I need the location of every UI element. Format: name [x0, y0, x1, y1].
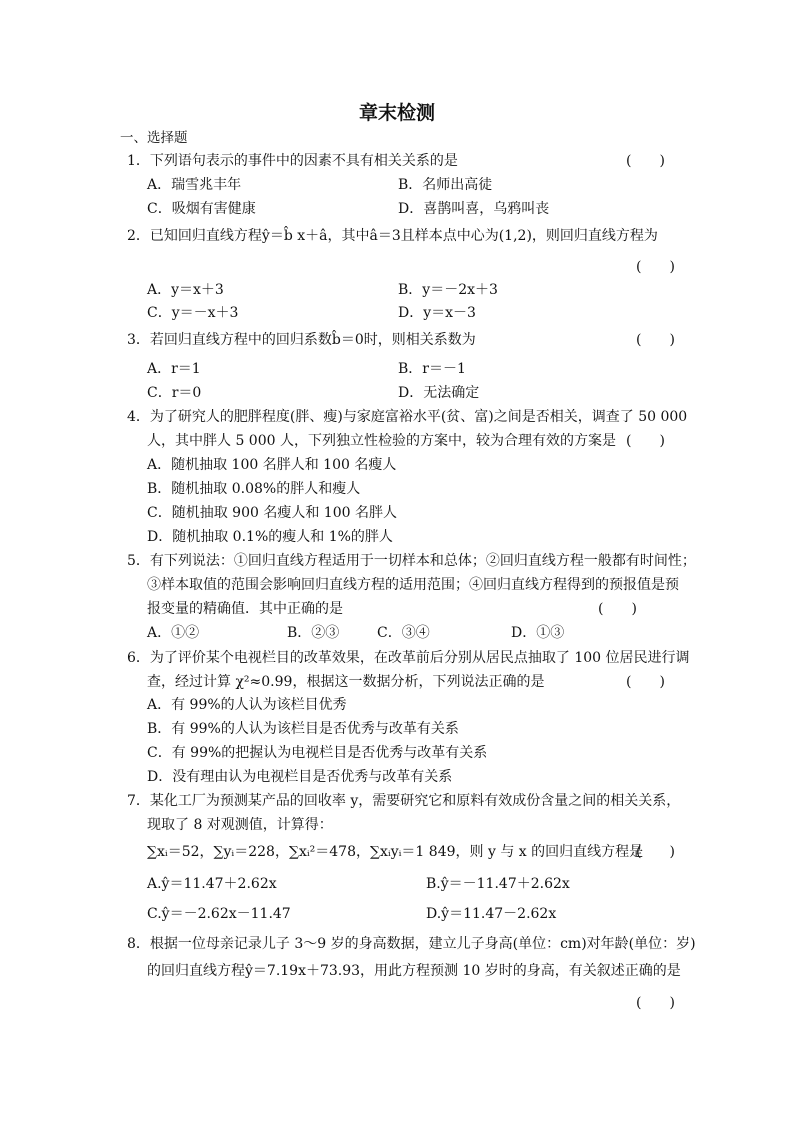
question-4-option-b: B．随机抽取 0.08%的胖人和瘦人 — [147, 481, 361, 497]
question-7-option-a: A.ŷ＝11.47＋2.62x — [147, 876, 277, 892]
question-7-option-b: B.ŷ＝－11.47＋2.62x — [426, 876, 570, 892]
question-8-stem-line-1: 8．根据一位母亲记录儿子 3～9 岁的身高数据，建立儿子身高(单位：cm)对年龄(单位：岁) — [127, 936, 696, 952]
question-4-option-c: C．随机抽取 900 名瘦人和 100 名胖人 — [147, 505, 397, 521]
question-3-option-c: C．r＝0 — [147, 385, 202, 401]
question-6-option-a: A．有 99%的人认为该栏目优秀 — [147, 697, 347, 713]
question-2-option-d: D．y＝x－3 — [398, 305, 476, 321]
question-2-option-b: B．y＝－2x＋3 — [398, 282, 498, 298]
question-7-option-c: C.ŷ＝－2.62x－11.47 — [147, 906, 291, 922]
question-5-option-c: C．③④ — [377, 625, 430, 641]
question-3-option-a: A．r＝1 — [147, 361, 201, 377]
question-5-stem-line-3: 报变量的精确值．其中正确的是 — [147, 601, 343, 617]
question-4-answer-blank: ( ) — [626, 433, 665, 449]
question-6-option-b: B．有 99%的人认为该栏目是否优秀与改革有关系 — [147, 721, 459, 737]
question-4-option-a: A．随机抽取 100 名胖人和 100 名瘦人 — [147, 457, 397, 473]
question-3-answer-blank: ( ) — [636, 332, 675, 348]
question-5-stem-line-2: ③样本取值的范围会影响回归直线方程的适用范围；④回归直线方程得到的预报值是预 — [147, 577, 679, 593]
question-7-stem-line-1: 7．某化工厂为预测某产品的回收率 y，需要研究它和原料有效成份含量之间的相关关系， — [127, 793, 681, 809]
question-2-option-c: C．y＝－x＋3 — [147, 305, 239, 321]
question-5-option-d: D．①③ — [511, 625, 565, 641]
question-1-stem: 1．下列语句表示的事件中的因素不具有相关关系的是 — [127, 153, 458, 169]
question-3-stem: 3．若回归直线方程中的回归系数b̂＝0时，则相关系数为 — [127, 332, 476, 348]
question-1-answer-blank: ( ) — [626, 153, 665, 169]
question-7-stem-line-3: ∑xᵢ＝52，∑yᵢ＝228，∑xᵢ²＝478，∑xᵢyᵢ＝1 849，则 y 与 x 的回归直线方程是 — [147, 844, 644, 860]
question-5-option-b: B．②③ — [287, 625, 340, 641]
question-8-answer-blank: ( ) — [636, 995, 675, 1011]
question-7-answer-blank: ( ) — [636, 844, 675, 860]
question-6-stem-line-1: 6．为了评价某个电视栏目的改革效果，在改革前后分别从居民点抽取了 100 位居民进行调 — [127, 650, 690, 666]
question-1-option-c: C．吸烟有害健康 — [147, 201, 256, 217]
page-title: 章末检测 — [358, 102, 435, 124]
question-1-option-b: B．名师出高徒 — [398, 177, 493, 193]
question-2-option-a: A．y＝x＋3 — [147, 282, 224, 298]
question-7-option-d: D.ŷ＝11.47－2.62x — [426, 906, 557, 922]
question-6-answer-blank: ( ) — [626, 674, 665, 690]
question-7-stem-line-2: 现取了 8 对观测值，计算得： — [147, 817, 333, 833]
question-1-option-d: D．喜鹊叫喜，乌鸦叫丧 — [398, 201, 550, 217]
question-4-stem-line-2: 人，其中胖人 5 000 人，下列独立性检验的方案中，较为合理有效的方案是 — [147, 433, 616, 449]
question-6-option-d: D．没有理由认为电视栏目是否优秀与改革有关系 — [147, 769, 453, 785]
question-4-stem-line-1: 4．为了研究人的肥胖程度(胖、瘦)与家庭富裕水平(贫、富)之间是否相关，调查了 50 000 — [127, 409, 688, 425]
question-5-option-a: A．①② — [147, 625, 200, 641]
question-2-answer-blank: ( ) — [636, 259, 675, 275]
question-2-stem: 2．已知回归直线方程ŷ＝b̂ x＋â，其中â＝3且样本点中心为(1,2)，则回归直线方程为 — [127, 228, 658, 244]
question-8-stem-line-2: 的回归直线方程ŷ＝7.19x＋73.93，用此方程预测 10 岁时的身高，有关叙述正确的是 — [147, 963, 681, 979]
question-4-option-d: D．随机抽取 0.1%的瘦人和 1%的胖人 — [147, 529, 393, 545]
question-5-answer-blank: ( ) — [598, 601, 637, 617]
question-3-option-d: D．无法确定 — [398, 385, 480, 401]
question-6-option-c: C．有 99%的把握认为电视栏目是否优秀与改革有关系 — [147, 745, 488, 761]
question-3-option-b: B．r＝－1 — [398, 361, 466, 377]
section-heading: 一、选择题 — [120, 130, 188, 146]
question-5-stem-line-1: 5．有下列说法：①回归直线方程适用于一切样本和总体；②回归直线方程一般都有时间性； — [127, 553, 696, 569]
question-6-stem-line-2: 查，经过计算 χ²≈0.99，根据这一数据分析，下列说法正确的是 — [147, 674, 545, 690]
question-1-option-a: A．瑞雪兆丰年 — [147, 177, 242, 193]
